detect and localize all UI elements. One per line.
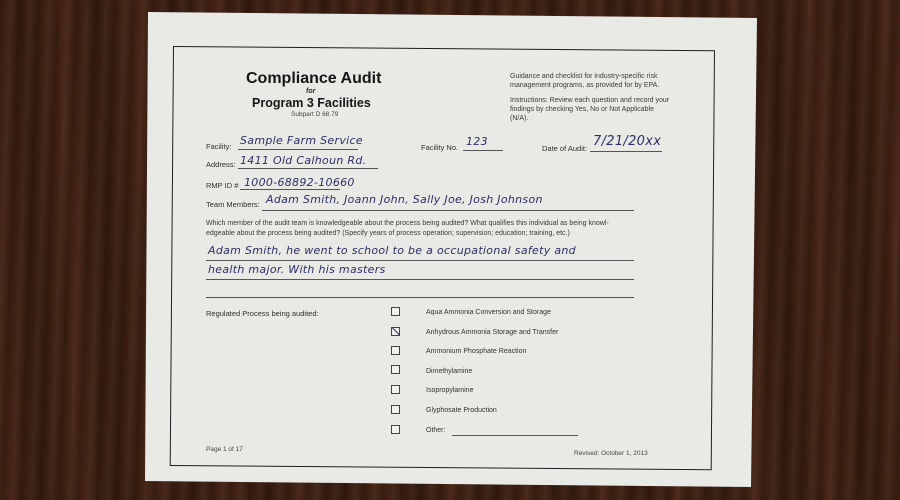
- revised-date: Revised: October 1, 2013: [574, 450, 648, 457]
- process-item-other: Other:: [426, 427, 446, 434]
- rmp-label: RMP ID #: [206, 181, 239, 190]
- form-for: for: [306, 88, 316, 95]
- team-label: Team Members:: [206, 200, 260, 209]
- process-item-aqua: Aqua Ammonia Conversion and Storage: [426, 309, 551, 316]
- instructions-text: Instructions: Review each question and record your findings by checking Yes, No or Not Applicable (N/A).: [510, 97, 670, 122]
- process-item-isopropylamine: Isopropylamine: [426, 387, 474, 394]
- process-item-dimethylamine: Dimethylamine: [426, 368, 473, 375]
- form-border: [170, 46, 715, 470]
- facility-no-value: 123: [466, 135, 488, 148]
- team-value: Adam Smith, Joann John, Sally Joe, Josh Johnson: [266, 193, 543, 206]
- process-item-anhydrous: Anhydrous Ammonia Storage and Transfer: [426, 329, 559, 336]
- form-title: Compliance Audit: [246, 70, 382, 87]
- guidance-text: Guidance and checklist for industry-specific risk management programs, as provided for by EPA.: [510, 73, 660, 89]
- date-label: Date of Audit:: [542, 144, 588, 153]
- form-subpart: Subpart D 68.79: [291, 111, 339, 118]
- question-line-1: Which member of the audit team is knowledgeable about the process being audited? What qualifies this individual as being knowl-: [206, 220, 609, 227]
- answer-line-1: Adam Smith, he went to school to be a occupational safety and: [208, 244, 576, 257]
- form-subtitle: Program 3 Facilities: [252, 96, 371, 110]
- address-label: Address:: [206, 160, 236, 169]
- process-item-phosphate: Ammonium Phosphate Reaction: [426, 348, 527, 355]
- facility-no-label: Facility No.: [421, 143, 459, 152]
- process-label: Regulated Process being audited:: [206, 309, 319, 318]
- answer-line-2: health major. With his masters: [208, 263, 386, 276]
- question-line-2: edgeable about the process being audited? (Specify years of process operation; supervision; education; training, etc.): [206, 230, 570, 237]
- facility-label: Facility:: [206, 142, 232, 151]
- facility-value: Sample Farm Service: [240, 134, 363, 147]
- page-number: Page 1 of 17: [206, 446, 243, 453]
- process-item-glyphosate: Glyphosate Production: [426, 407, 497, 414]
- address-value: 1411 Old Calhoun Rd.: [240, 154, 367, 167]
- rmp-value: 1000-68892-10660: [244, 176, 355, 189]
- date-value: 7/21/20xx: [593, 134, 662, 149]
